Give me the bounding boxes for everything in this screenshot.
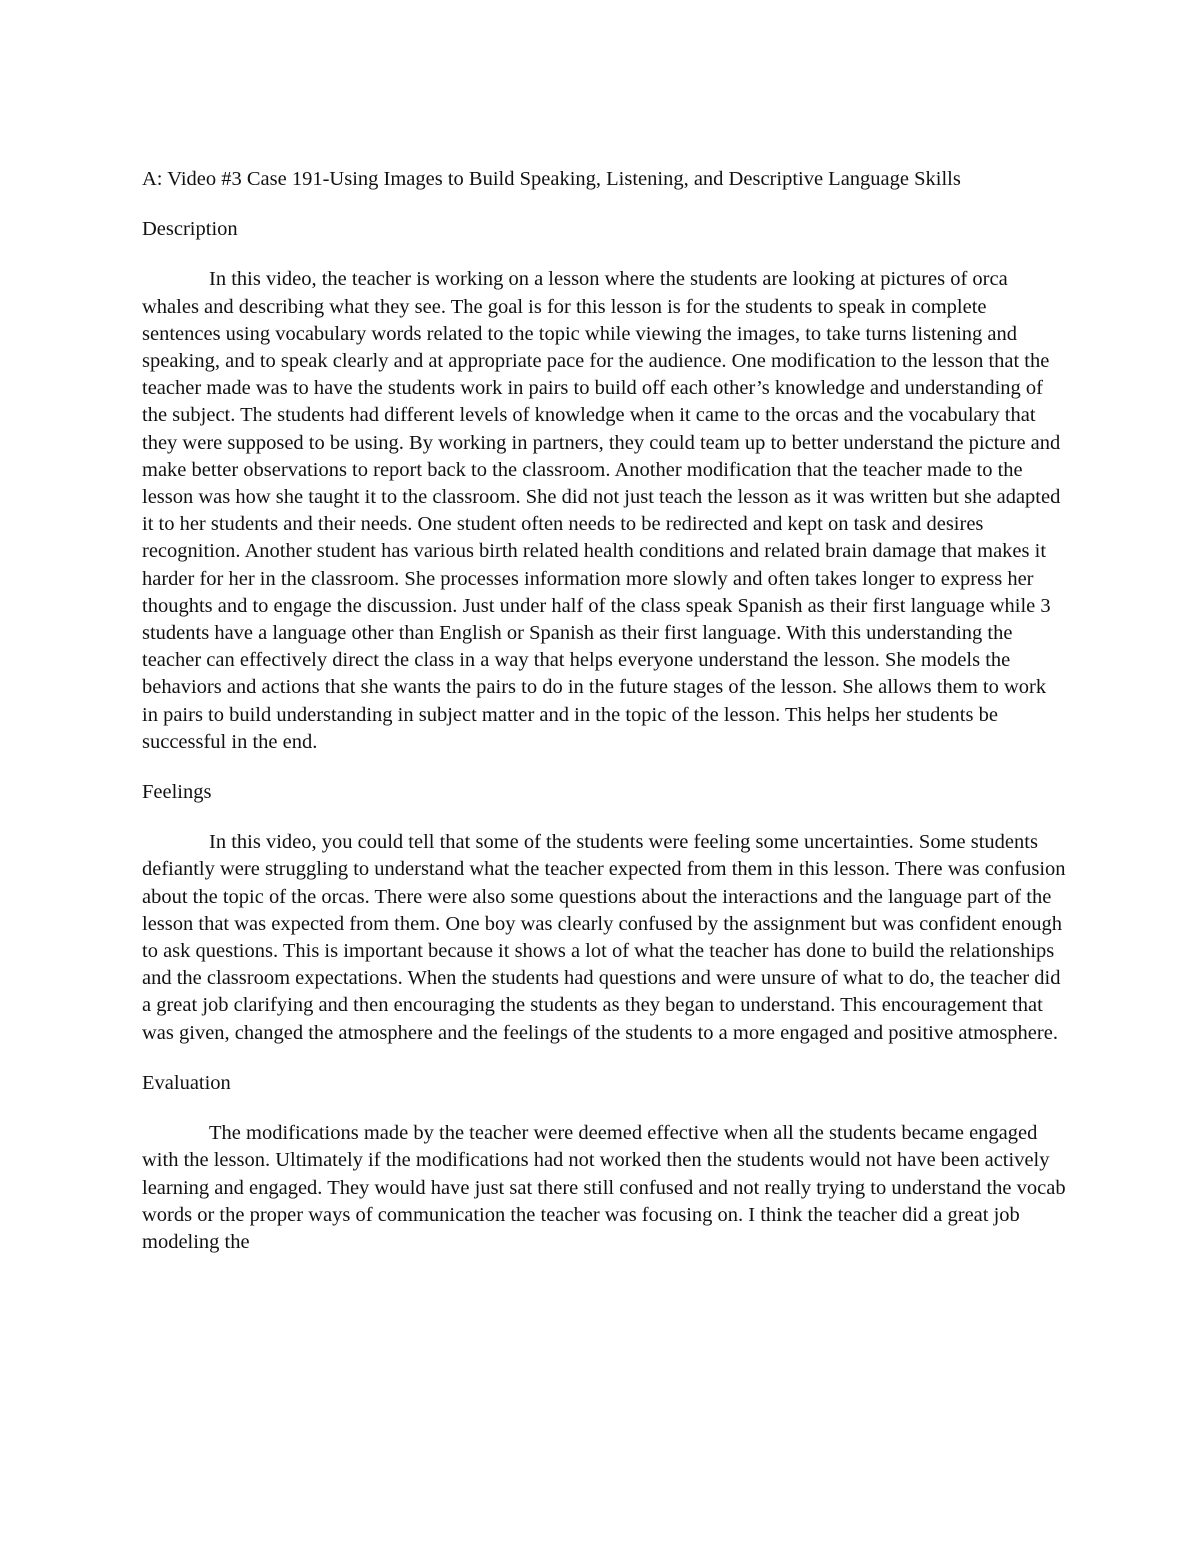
section-heading-evaluation: Evaluation — [142, 1071, 231, 1094]
section-paragraph-evaluation: The modifications made by the teacher were deemed effective when all the students became engaged with the lesson. Ultimately if the modifications had not worked then the students would not have been actively learning and engaged. They would have just sat there still confused and not really trying to understand the vocab words or the proper ways of communication the teacher was focusing on. I think the teacher did a great job modeling the — [142, 1122, 1066, 1253]
document-title: A: Video #3 Case 191-Using Images to Build Speaking, Listening, and Descriptive Language Skills — [142, 168, 961, 190]
section-paragraph-description: In this video, the teacher is working on a lesson where the students are looking at pictures of orca whales and describing what they see. The goal is for this lesson is for the students to speak in complete sentences using vocabulary words related to the topic while viewing the images, to take turns listening and speaking, and to speak clearly and at appropriate pace for the audience. One modification to the lesson that the teacher made was to have the students work in pairs to build off each other’s knowledge and understanding of the subject. The students had different levels of knowledge when it came to the orcas and the vocabulary that they were supposed to be using. By working in partners, they could team up to better understand the picture and make better observations to report back to the classroom. Another modification that the teacher made to the lesson was how she taught it to the classroom. She did not just teach the lesson as it was written but she adapted it to her students and their needs. One student often needs to be redirected and kept on task and desires recognition. Another student has various birth related health conditions and related brain damage that makes it harder for her in the classroom. She processes information more slowly and often takes longer to express her thoughts and to engage the discussion. Just under half of the class speak Spanish as their first language while 3 students have a language other than English or Spanish as their first language. With this understanding the teacher can effectively direct the class in a way that helps everyone understand the lesson. She models the behaviors and actions that she wants the pairs to do in the future stages of the lesson. She allows them to work in pairs to build understanding in subject matter and in the topic of the lesson. This helps her students be successful in the end. — [142, 268, 1061, 753]
section-paragraph-feelings: In this video, you could tell that some of the students were feeling some uncertainties. Some students defiantly were struggling to understand what the teacher expected from them in this lesson. There was confusion about the topic of the orcas. There were also some questions about the interactions and the language part of the lesson that was expected from them. One boy was clearly confused by the assignment but was confident enough to ask questions. This is important because it shows a lot of what the teacher has done to build the relationships and the classroom expectations. When the students had questions and were unsure of what to do, the teacher did a great job clarifying and then encouraging the students as they began to understand. This encouragement that was given, changed the atmosphere and the feelings of the students to a more engaged and positive atmosphere. — [142, 831, 1066, 1044]
section-heading-feelings: Feelings — [142, 781, 212, 804]
section-heading-description: Description — [142, 218, 238, 241]
document-body — [142, 166, 1066, 1256]
